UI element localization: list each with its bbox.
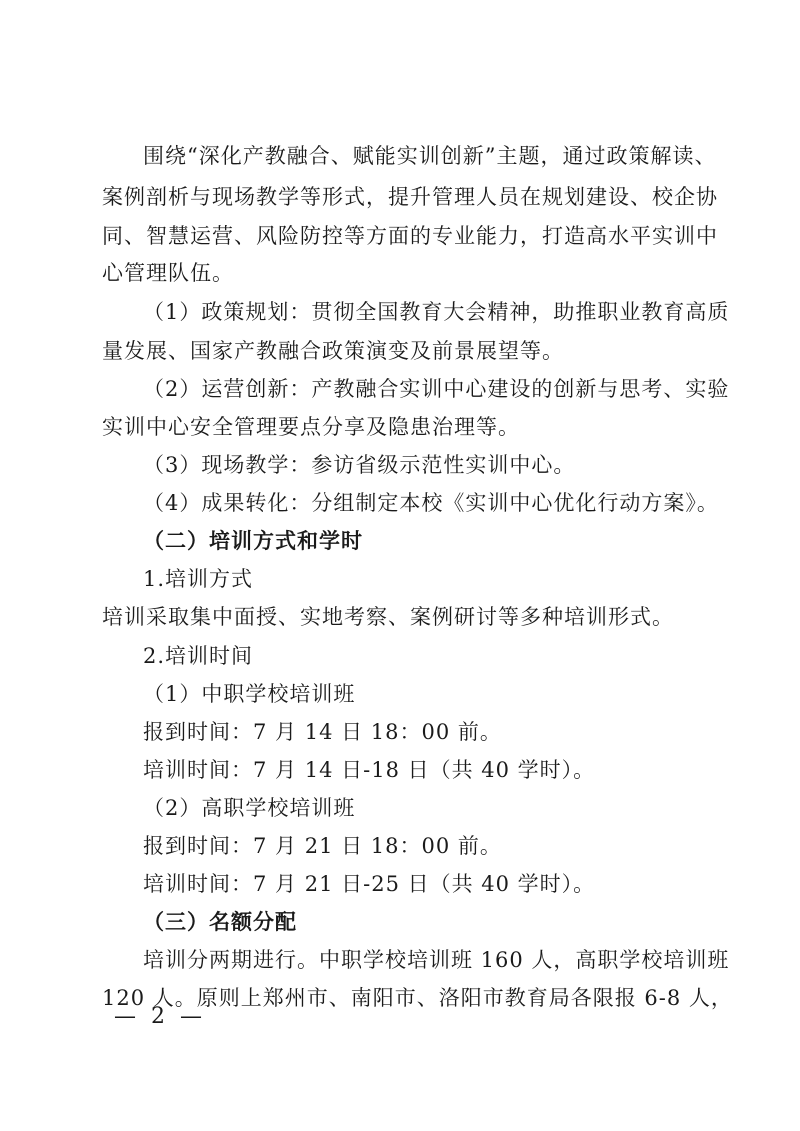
page-number: — 2 —	[114, 1004, 206, 1029]
item-3: （3）现场教学：参访省级示范性实训中心。	[143, 453, 576, 477]
intro-line-2: 案例剖析与现场教学等形式，提升管理人员在规划建设、校企协	[102, 185, 718, 209]
item-1-line-2: 量发展、国家产教融合政策演变及前景展望等。	[102, 339, 564, 363]
sub-1-heading: 1.培训方式	[143, 567, 254, 591]
section-2-heading: （二）培训方式和学时	[143, 528, 363, 553]
class-1-heading: （1）中职学校培训班	[143, 682, 356, 706]
section-3-heading: （三）名额分配	[143, 909, 297, 934]
class-2-heading: （2）高职学校培训班	[143, 796, 356, 820]
item-1-line-1: （1）政策规划：贯彻全国教育大会精神，助推职业教育高质	[143, 300, 730, 324]
class-2-report-time: 报到时间：7 月 21 日 18：00 前。	[143, 834, 502, 858]
item-2-line-2: 实训中心安全管理要点分享及隐患治理等。	[102, 415, 520, 439]
class-1-training-time: 培训时间：7 月 14 日-18 日（共 40 学时）。	[143, 758, 596, 782]
intro-line-1: 围绕“深化产教融合、赋能实训创新”主题，通过政策解读、	[143, 144, 717, 168]
class-1-report-time: 报到时间：7 月 14 日 18：00 前。	[143, 720, 502, 744]
sub-2-heading: 2.培训时间	[143, 644, 254, 668]
sub-1-text: 培训采取集中面授、实地考察、案例研讨等多种培训形式。	[102, 605, 674, 629]
quota-line-2: 120 人。原则上郑州市、南阳市、洛阳市教育局各限报 6-8 人，	[102, 986, 733, 1010]
intro-line-3: 同、智慧运营、风险防控等方面的专业能力，打造高水平实训中	[102, 224, 718, 248]
quota-line-1: 培训分两期进行。中职学校培训班 160 人，高职学校培训班	[143, 948, 730, 972]
intro-line-4: 心管理队伍。	[102, 261, 234, 285]
item-2-line-1: （2）运营创新：产教融合实训中心建设的创新与思考、实验	[143, 377, 730, 401]
item-4: （4）成果转化：分组制定本校《实训中心优化行动方案》。	[143, 491, 719, 515]
class-2-training-time: 培训时间：7 月 21 日-25 日（共 40 学时）。	[143, 872, 596, 896]
